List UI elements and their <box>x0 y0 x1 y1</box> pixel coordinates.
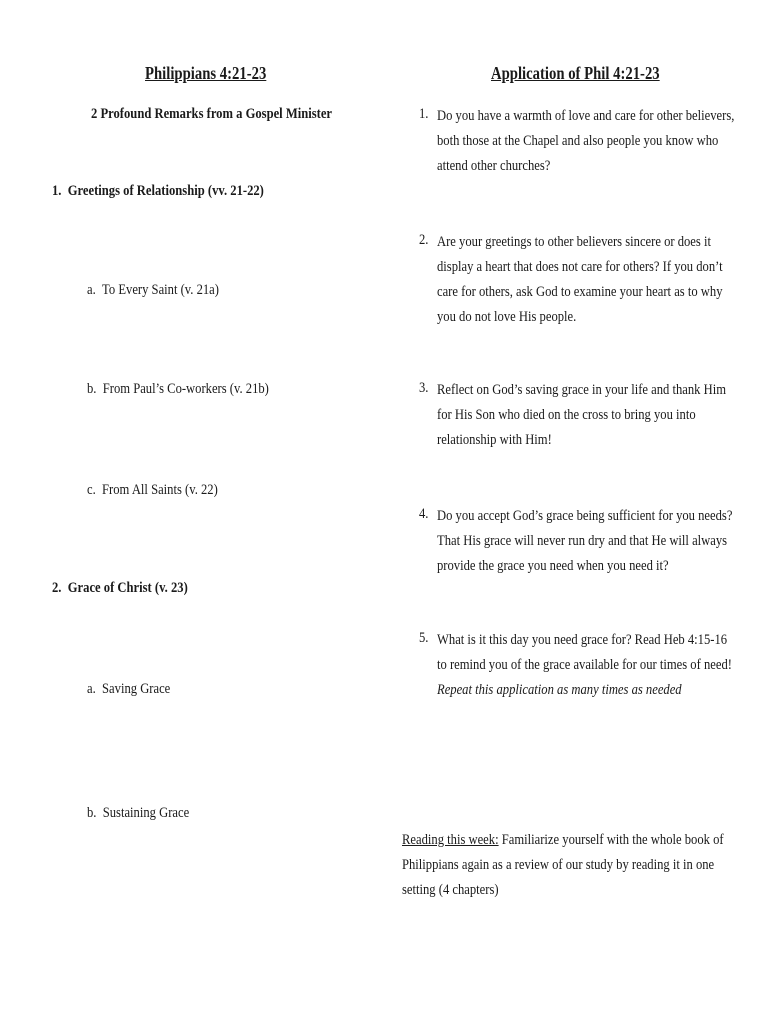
subpoint-letter: a. <box>87 681 96 697</box>
application-number-2: 2. <box>419 232 429 248</box>
application-text-4: Do you accept God’s grace being sufficient for you needs? That His grace will never run dry and that He will always provide the grace you need when you need it? <box>437 508 733 574</box>
application-text-1: Do you have a warmth of love and care for other believers, both those at the Chapel and also people you know who attend other churches? <box>437 108 735 174</box>
subpoint-letter: c. <box>87 482 96 498</box>
outline-point-heading: Grace of Christ (v. 23) <box>67 580 188 596</box>
subpoint-text: To Every Saint (v. 21a) <box>102 282 219 298</box>
application-number-1: 1. <box>419 106 429 122</box>
reading-label: Reading this week: <box>402 832 499 848</box>
outline-subpoint-1c <box>87 482 218 499</box>
outline-subpoint-2b <box>87 805 189 822</box>
outline-point-number: 2. <box>52 580 62 596</box>
outline-subpoint-1b <box>87 381 269 398</box>
subpoint-letter: b. <box>87 381 97 397</box>
application-text-3: Reflect on God’s saving grace in your life and thank Him for His Son who died on the cross to bring you into relationship with Him! <box>437 382 727 448</box>
application-number-4: 4. <box>419 506 429 522</box>
application-text-5 <box>437 628 739 703</box>
application-text-5-body: What is it this day you need grace for? Read Heb 4:15-16 to remind you of the grace available for our times of need! <box>437 632 732 673</box>
outline-subpoint-1a <box>87 282 219 299</box>
application-text-5-emphasis: Repeat this application as many times as needed <box>437 682 682 698</box>
reading-assignment <box>402 828 742 903</box>
outline-point-1 <box>52 183 264 200</box>
outline-point-number: 1. <box>52 183 62 199</box>
application-number-3: 3. <box>419 380 429 396</box>
subpoint-letter: b. <box>87 805 97 821</box>
subpoint-text: Saving Grace <box>102 681 171 697</box>
application-title: Application of Phil 4:21-23 <box>491 63 660 83</box>
subpoint-letter: a. <box>87 282 96 298</box>
outline-point-2 <box>52 580 188 597</box>
application-number-5: 5. <box>419 630 429 646</box>
application-text-2: Are your greetings to other believers sincere or does it display a heart that does not care for others? If you don’t care for others, ask God to examine your heart as to why you do not love His people. <box>437 234 723 325</box>
subpoint-text: From All Saints (v. 22) <box>102 482 218 498</box>
reading-text: Familiarize yourself with the whole book of Philippians again as a review of our study by reading it in one setting (4 chapters) <box>402 832 724 898</box>
sermon-title: Philippians 4:21-23 <box>145 63 267 83</box>
outline-subpoint-2a <box>87 681 170 698</box>
outline-point-heading: Greetings of Relationship (vv. 21-22) <box>67 183 264 199</box>
sermon-subtitle: 2 Profound Remarks from a Gospel Minister <box>91 106 333 122</box>
subpoint-text: From Paul’s Co-workers (v. 21b) <box>102 381 269 397</box>
subpoint-text: Sustaining Grace <box>102 805 190 821</box>
